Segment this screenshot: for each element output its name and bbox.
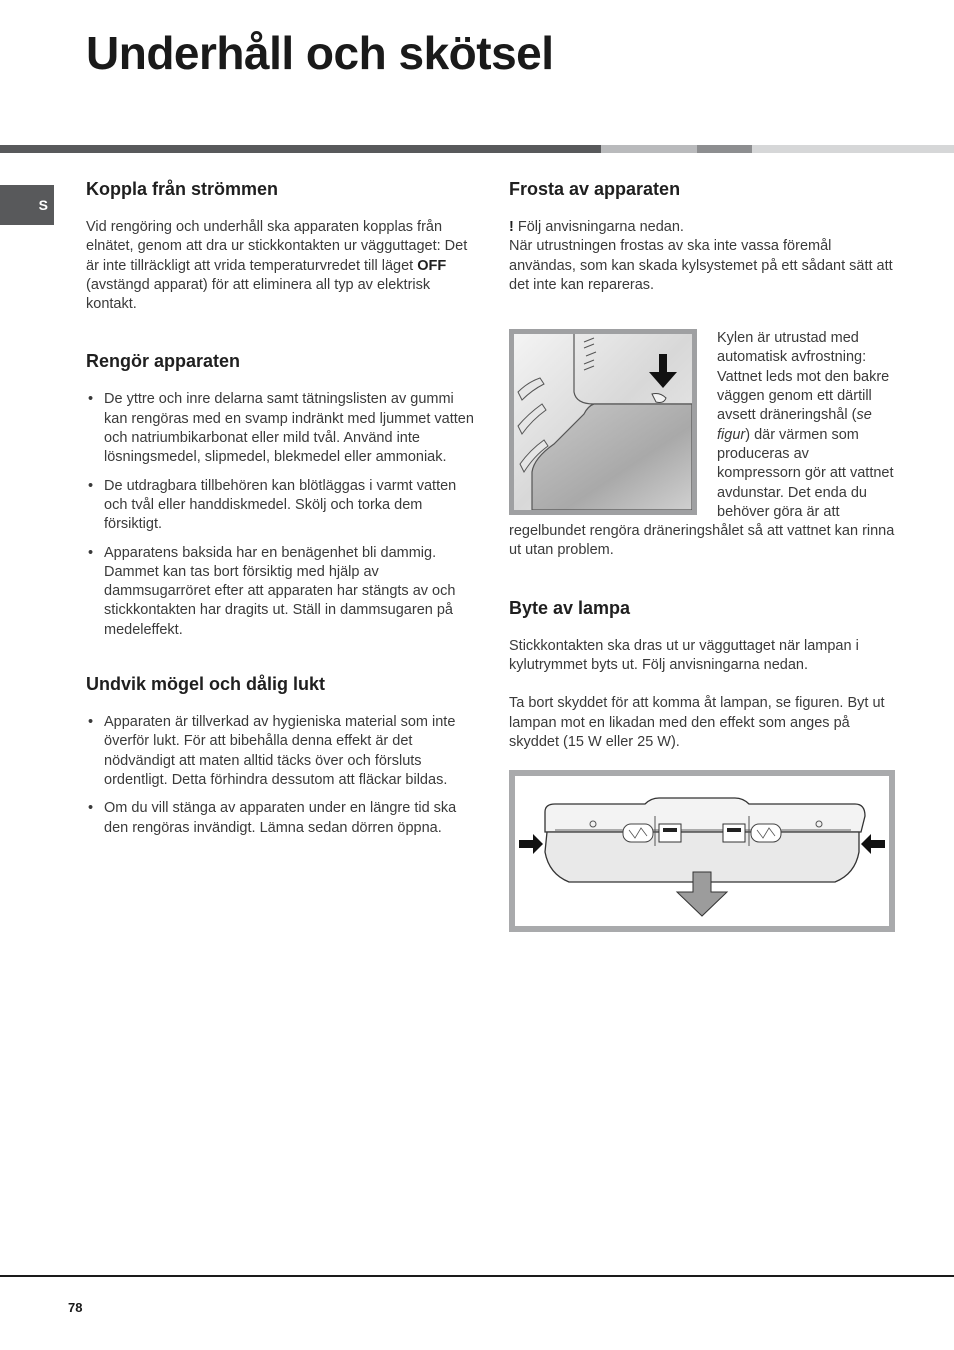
header-rule-mid	[697, 145, 752, 153]
warning-icon: !	[509, 219, 514, 235]
list-item: • De yttre och inre delarna samt tätningslisten av gummi kan rengöras med en svamp indränkt med ljummet vatten och natriumbikarbonat eller mild tvål. Använd inte lösningsmedel, slipmedel, blekmedel eller ammoniak.	[86, 390, 476, 467]
right-column	[509, 178, 895, 932]
defrost-drain-figure	[509, 329, 697, 515]
lamp-cover-illustration	[515, 776, 889, 926]
bullet-list	[86, 713, 476, 838]
language-tab	[0, 185, 54, 225]
section-lamp	[509, 597, 895, 932]
section-defrost	[509, 178, 895, 561]
section-mould	[86, 673, 476, 838]
section-disconnect	[86, 178, 476, 314]
list-item: • Apparatens baksida har en benägenhet bli dammig. Dammet kan tas bort försiktig med hjälp av dammsugarröret efter att apparaten har stängts av och stickkontakten har dragits ut. Ställ in dammsugaren på medeleffekt.	[86, 544, 476, 640]
list-item: • Apparaten är tillverkad av hygieniska material som inte överför lukt. För att bibehålla denna effekt är det nödvändigt att maten alltid täcks över och försluts ordentligt. Detta förhindra dessutom att fläckar bildas.	[86, 713, 476, 790]
section-paragraph: Ta bort skyddet för att komma åt lampan, se figuren. Byt ut lampan mot en likadan med den effekt som anges på skyddet (15 W eller 25 W).	[509, 695, 885, 750]
section-heading: Rengör apparaten	[86, 351, 241, 372]
header-rule-light	[601, 145, 697, 153]
footer-rule	[0, 1275, 954, 1277]
section-paragraph: Stickkontakten ska dras ut ur vägguttaget när lampan i kylutrymmet byts ut. Följ anvisningarna nedan.	[509, 637, 859, 674]
page-number: 78	[68, 1300, 83, 1315]
language-tab-label: S	[38, 197, 48, 213]
bullet-list	[86, 390, 476, 640]
warning-line: ! Följ anvisningarna nedan.	[509, 219, 684, 235]
header-rule-dark	[0, 145, 601, 153]
section-heading: Frosta av apparaten	[509, 179, 681, 199]
section-heading: Undvik mögel och dålig lukt	[86, 674, 326, 695]
section-heading: Koppla från strömmen	[86, 179, 279, 199]
section-cleaning	[86, 350, 476, 640]
lamp-cover-figure	[509, 770, 895, 932]
section-paragraph: När utrustningen frostas av ska inte vassa föremål användas, som kan skada kylsystemet på ett sådant sätt att det inte kan repareras.	[509, 238, 893, 293]
page-title: Underhåll och skötsel	[86, 27, 554, 79]
section-heading: Byte av lampa	[509, 597, 631, 618]
section-paragraph: Vid rengöring och underhåll ska apparaten kopplas från elnätet, genom att dra ur stickkontakten ur vägguttaget: Det är inte tillräckligt att vrida temperaturvredet till läget OFF (avstängd apparat) för att eliminera all typ av elektrisk kontakt.	[86, 219, 468, 313]
header-rule-pale	[752, 145, 954, 153]
section-paragraph: Kylen är utrustad med automatisk avfrostning: Vattnet leds mot den bakre väggen genom ett därtill avsett dräneringshål (se figur) där värmen som produceras av kompressorn gör att vattnet avdunstar. Det enda du behöver göra är att regelbundet rengöra dräneringshålet så att vattnet kan rinna ut utan problem.	[509, 330, 895, 559]
fridge-interior-illustration	[514, 334, 692, 510]
list-item: • Om du vill stänga av apparaten under en längre tid ska den rengöras invändigt. Lämna sedan dörren öppna.	[86, 799, 476, 838]
list-item: • De utdragbara tillbehören kan blötläggas i varmt vatten och tvål eller handdiskmedel. Skölj och torka dem försiktigt.	[86, 477, 476, 535]
left-column	[86, 178, 476, 847]
